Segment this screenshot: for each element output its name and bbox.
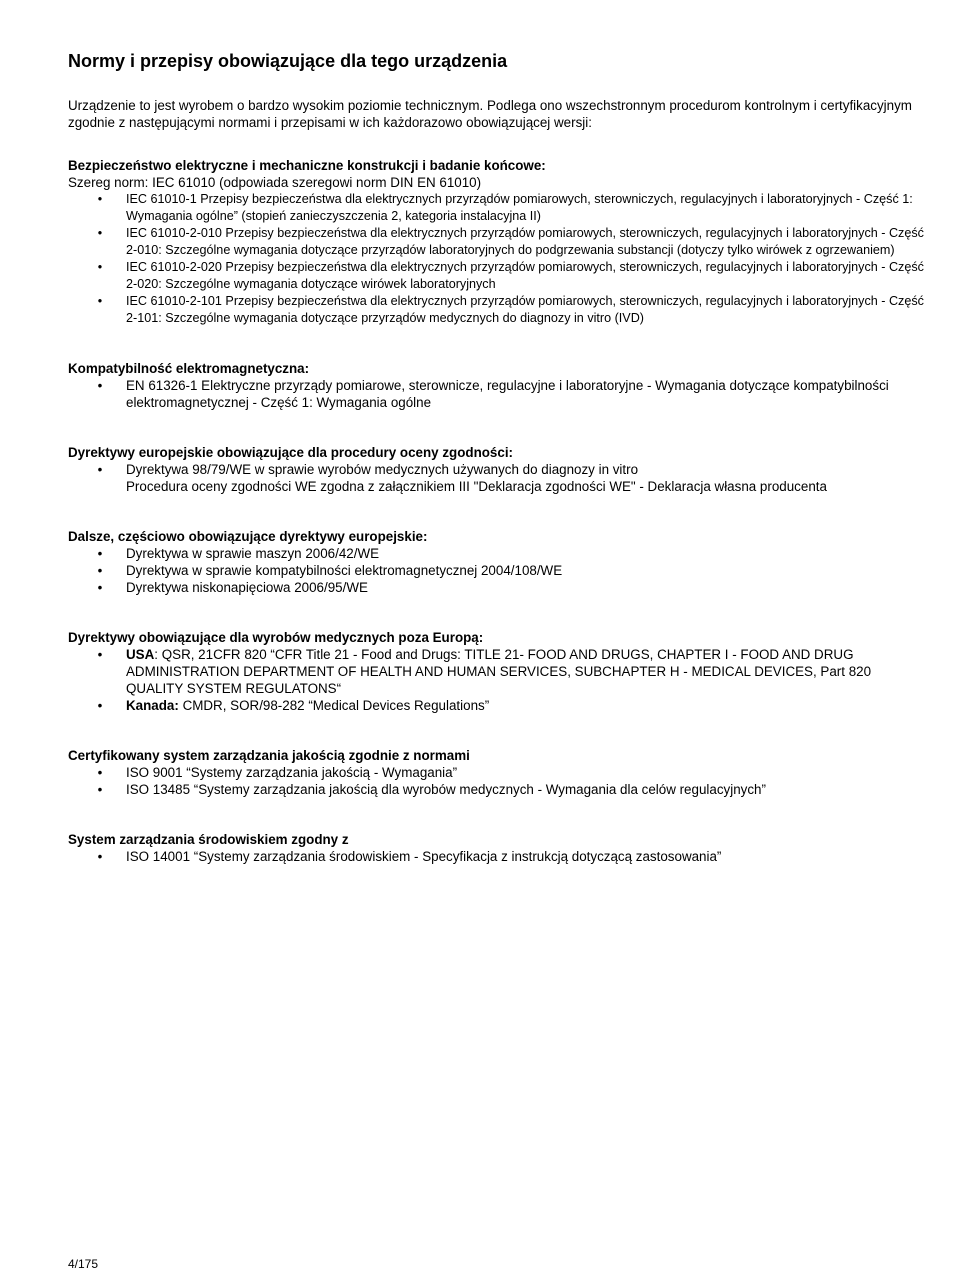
list-item	[68, 781, 930, 798]
section-heading: Dalsze, częściowo obowiązujące dyrektywy europejskie:	[68, 529, 428, 544]
bullet-icon: •	[97, 294, 103, 308]
section-eu-conformity	[68, 444, 930, 495]
list-item	[68, 579, 930, 596]
list-item-continuation: Procedura oceny zgodności WE zgodna z załącznikiem III "Deklaracja zgodności WE" - Deklaracja własna producenta	[126, 479, 827, 494]
section-quality-management	[68, 747, 930, 798]
standards-list	[68, 848, 930, 865]
page-number: 4/175	[68, 1257, 99, 1271]
section-note: Szereg norm: IEC 61010 (odpowiada szeregowi norm DIN EN 61010)	[68, 175, 482, 190]
list-item	[68, 646, 930, 697]
list-item-text: CMDR, SOR/98-282 “Medical Devices Regulations”	[178, 698, 490, 713]
bullet-icon: •	[97, 546, 103, 561]
list-item	[68, 293, 930, 327]
section-electrical-safety	[68, 157, 930, 327]
section-outside-europe	[68, 629, 930, 714]
list-item	[68, 545, 930, 562]
list-item	[68, 461, 930, 495]
section-heading: Kompatybilność elektromagnetyczna:	[68, 361, 310, 376]
standards-list	[68, 191, 930, 327]
list-item-text: ISO 9001 “Systemy zarządzania jakością - Wymagania”	[126, 765, 458, 780]
intro-paragraph: Urządzenie to jest wyrobem o bardzo wysokim poziomie technicznym. Podlega ono wszechstronnym procedurom kontrolnym i certyfikacyjnym zgodnie z następującymi normami i przepisami w ich każdorazowo obowiązującej wersji:	[68, 98, 912, 130]
bullet-icon: •	[97, 647, 103, 662]
bullet-icon: •	[97, 462, 103, 477]
section-heading: Dyrektywy europejskie obowiązujące dla procedury oceny zgodności:	[68, 445, 513, 460]
list-item-text: Dyrektywa w sprawie maszyn 2006/42/WE	[126, 546, 380, 561]
list-item	[68, 848, 930, 865]
list-item-text: IEC 61010-2-010 Przepisy bezpieczeństwa dla elektrycznych przyrządów pomiarowych, sterowniczych, regulacyjnych i laboratoryjnych - Część 2-010: Szczególne wymagania dotyczące przyrządów laboratoryjnych do podgrzewania substancji (dotyczy tylko wirówek z ogrzewaniem)	[126, 226, 924, 257]
page-title: Normy i przepisy obowiązujące dla tego urządzenia	[68, 51, 508, 71]
list-item-text: IEC 61010-2-020 Przepisy bezpieczeństwa dla elektrycznych przyrządów pomiarowych, sterowniczych, regulacyjnych i laboratoryjnych - Część 2-020: Szczególne wymagania dotyczące wirówek laboratoryjnych	[126, 260, 924, 291]
standards-list	[68, 764, 930, 798]
standards-list	[68, 461, 930, 495]
list-item	[68, 562, 930, 579]
list-item-text: Dyrektywa w sprawie kompatybilności elektromagnetycznej 2004/108/WE	[126, 563, 563, 578]
standards-list	[68, 646, 930, 714]
bullet-icon: •	[97, 782, 103, 797]
list-item	[68, 377, 930, 411]
list-item-text: ISO 14001 “Systemy zarządzania środowiskiem - Specyfikacja z instrukcją dotyczącą zastosowania”	[126, 849, 722, 864]
section-heading: Certyfikowany system zarządzania jakością zgodnie z normami	[68, 748, 470, 763]
section-heading: Dyrektywy obowiązujące dla wyrobów medycznych poza Europą:	[68, 630, 484, 645]
section-heading: Bezpieczeństwo elektryczne i mechaniczne konstrukcji i badanie końcowe:	[68, 158, 546, 173]
bullet-icon: •	[97, 698, 103, 713]
list-item-text: IEC 61010-1 Przepisy bezpieczeństwa dla elektrycznych przyrządów pomiarowych, sterowniczych, regulacyjnych i laboratoryjnych - Część 1: Wymagania ogólne” (stopień zanieczyszczenia 2, kategoria instalacyjna II)	[126, 192, 913, 223]
bullet-icon: •	[97, 260, 103, 274]
standards-list	[68, 545, 930, 596]
section-environmental-management	[68, 831, 930, 865]
bullet-icon: •	[97, 765, 103, 780]
list-item-text: Dyrektywa niskonapięciowa 2006/95/WE	[126, 580, 368, 595]
list-item-text: EN 61326-1 Elektryczne przyrządy pomiarowe, sterownicze, regulacyjne i laboratoryjne - Wymagania dotyczące kompatybilności elektromagnetycznej - Część 1: Wymagania ogólne	[126, 378, 889, 410]
list-item	[68, 697, 930, 714]
list-item-text: IEC 61010-2-101 Przepisy bezpieczeństwa dla elektrycznych przyrządów pomiarowych, sterowniczych, regulacyjnych i laboratoryjnych - Część 2-101: Szczególne wymagania dotyczące przyrządów medycznych do diagnozy in vitro (IVD)	[126, 294, 924, 325]
standards-list	[68, 377, 930, 411]
list-item-label: Kanada:	[126, 698, 179, 713]
list-item-text: Dyrektywa 98/79/WE w sprawie wyrobów medycznych używanych do diagnozy in vitro	[126, 462, 639, 477]
list-item-label: USA	[126, 647, 155, 662]
list-item	[68, 191, 930, 225]
bullet-icon: •	[97, 378, 103, 393]
section-emc	[68, 360, 930, 411]
list-item-text: : QSR, 21CFR 820 “CFR Title 21 - Food and Drugs: TITLE 21- FOOD AND DRUGS, CHAPTER I - FOOD AND DRUG ADMINISTRATION DEPARTMENT OF HEALTH AND HUMAN SERVICES, SUBCHAPTER H - MEDICAL DEVICES, Part 820 QUALITY SYSTEM REGULATONS“	[126, 647, 872, 696]
document-page	[68, 50, 930, 865]
section-eu-further	[68, 528, 930, 596]
bullet-icon: •	[97, 192, 103, 206]
bullet-icon: •	[97, 226, 103, 240]
list-item-text: ISO 13485 “Systemy zarządzania jakością dla wyrobów medycznych - Wymagania dla celów regulacyjnych”	[126, 782, 766, 797]
list-item	[68, 259, 930, 293]
list-item	[68, 225, 930, 259]
bullet-icon: •	[97, 563, 103, 578]
bullet-icon: •	[97, 849, 103, 864]
list-item	[68, 764, 930, 781]
bullet-icon: •	[97, 580, 103, 595]
section-heading: System zarządzania środowiskiem zgodny z	[68, 832, 349, 847]
